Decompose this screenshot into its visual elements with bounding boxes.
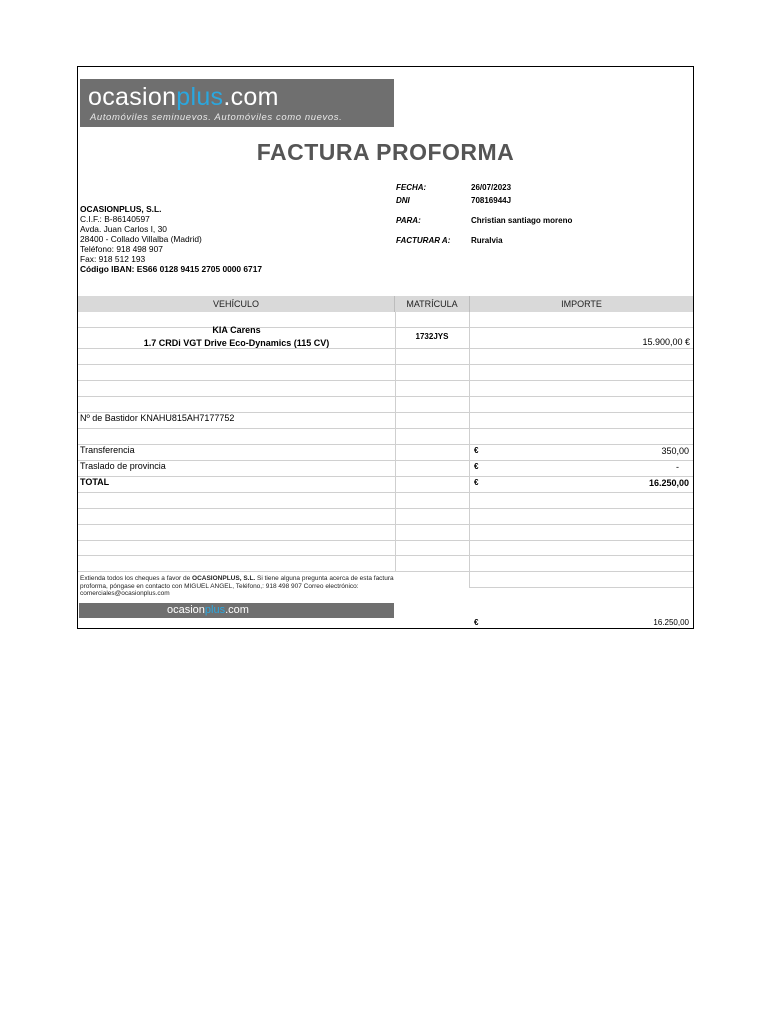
payment-note: [80, 575, 398, 598]
footer-logo-banner: [79, 603, 394, 618]
row-amount: -: [676, 462, 679, 472]
page-title: FACTURA PROFORMA: [256, 139, 515, 165]
fecha-label: FECHA:: [396, 183, 427, 192]
para-value: Christian santiago moreno: [471, 216, 573, 225]
company-city: 28400 - Collado Villalba (Madrid): [80, 234, 202, 244]
row-currency: €: [474, 446, 479, 455]
company-info: [80, 204, 262, 274]
company-iban: Código IBAN: ES66 0128 9415 2705 0000 6717: [80, 264, 263, 274]
fecha-value: 26/07/2023: [471, 183, 512, 192]
company-fax: Fax: 918 512 193: [80, 254, 146, 264]
company-name: OCASIONPLUS, S.L.: [80, 204, 162, 214]
para-label: PARA:: [396, 216, 421, 225]
total-label: TOTAL: [80, 477, 110, 487]
logo-banner: [80, 79, 394, 127]
facturar-label: FACTURAR A:: [396, 236, 451, 245]
bastidor-number: Nº de Bastidor KNAHU815AH7177752: [80, 413, 235, 423]
header-importe: IMPORTE: [470, 296, 693, 312]
header-vehiculo: VEHÍCULO: [78, 296, 395, 312]
footer-currency: €: [474, 618, 479, 627]
logo-text-ocasion: ocasion: [88, 83, 177, 111]
dni-value: 70816944J: [471, 196, 512, 205]
footer-total: 16.250,00: [653, 618, 689, 627]
row-amount: 350,00: [661, 446, 689, 456]
footer-logo-com: .com: [225, 604, 249, 616]
invoice-document: [77, 66, 694, 629]
logo-tagline: Automóviles seminuevos. Automóviles como nuevos.: [90, 112, 343, 123]
total-currency: €: [474, 478, 479, 487]
total-amount: 16.250,00: [648, 478, 689, 488]
company-phone: Teléfono: 918 498 907: [80, 244, 163, 254]
footer-logo-plus: plus: [204, 604, 226, 616]
company-address: Avda. Juan Carlos I, 30: [80, 224, 167, 234]
company-logo: [88, 83, 279, 112]
logo-text-plus: plus: [176, 83, 224, 111]
vehicle-version: 1.7 CRDi VGT Drive Eco-Dynamics (115 CV): [143, 338, 330, 348]
company-cif: C.I.F.: B-86140597: [80, 214, 150, 224]
note-company: OCASIONPLUS, S.L.: [192, 575, 256, 582]
footer-logo: [167, 604, 249, 616]
note-contact: Si tiene alguna pregunta acerca de esta factura proforma, póngase en contacto con MIGUEL ANGEL, Teléfono,: 918 498 907 Correo electrónico: comerciales@ocasionplus.com: [80, 575, 394, 597]
note-text: Extienda todos los cheques a favor de: [80, 575, 193, 582]
vehicle-model: KIA Carens: [212, 325, 261, 335]
facturar-value: Ruralvia: [471, 236, 503, 245]
logo-text-com: .com: [223, 83, 279, 111]
footer-logo-ocasion: ocasion: [167, 604, 205, 616]
row-label: Traslado de provincia: [80, 461, 166, 471]
header-matricula: MATRÍCULA: [395, 296, 470, 312]
vehicle-plate: 1732JYS: [415, 332, 449, 341]
row-label: Transferencia: [80, 445, 135, 455]
row-currency: €: [474, 462, 479, 471]
vehicle-price: 15.900,00 €: [642, 337, 690, 347]
dni-label: DNI: [396, 196, 410, 205]
